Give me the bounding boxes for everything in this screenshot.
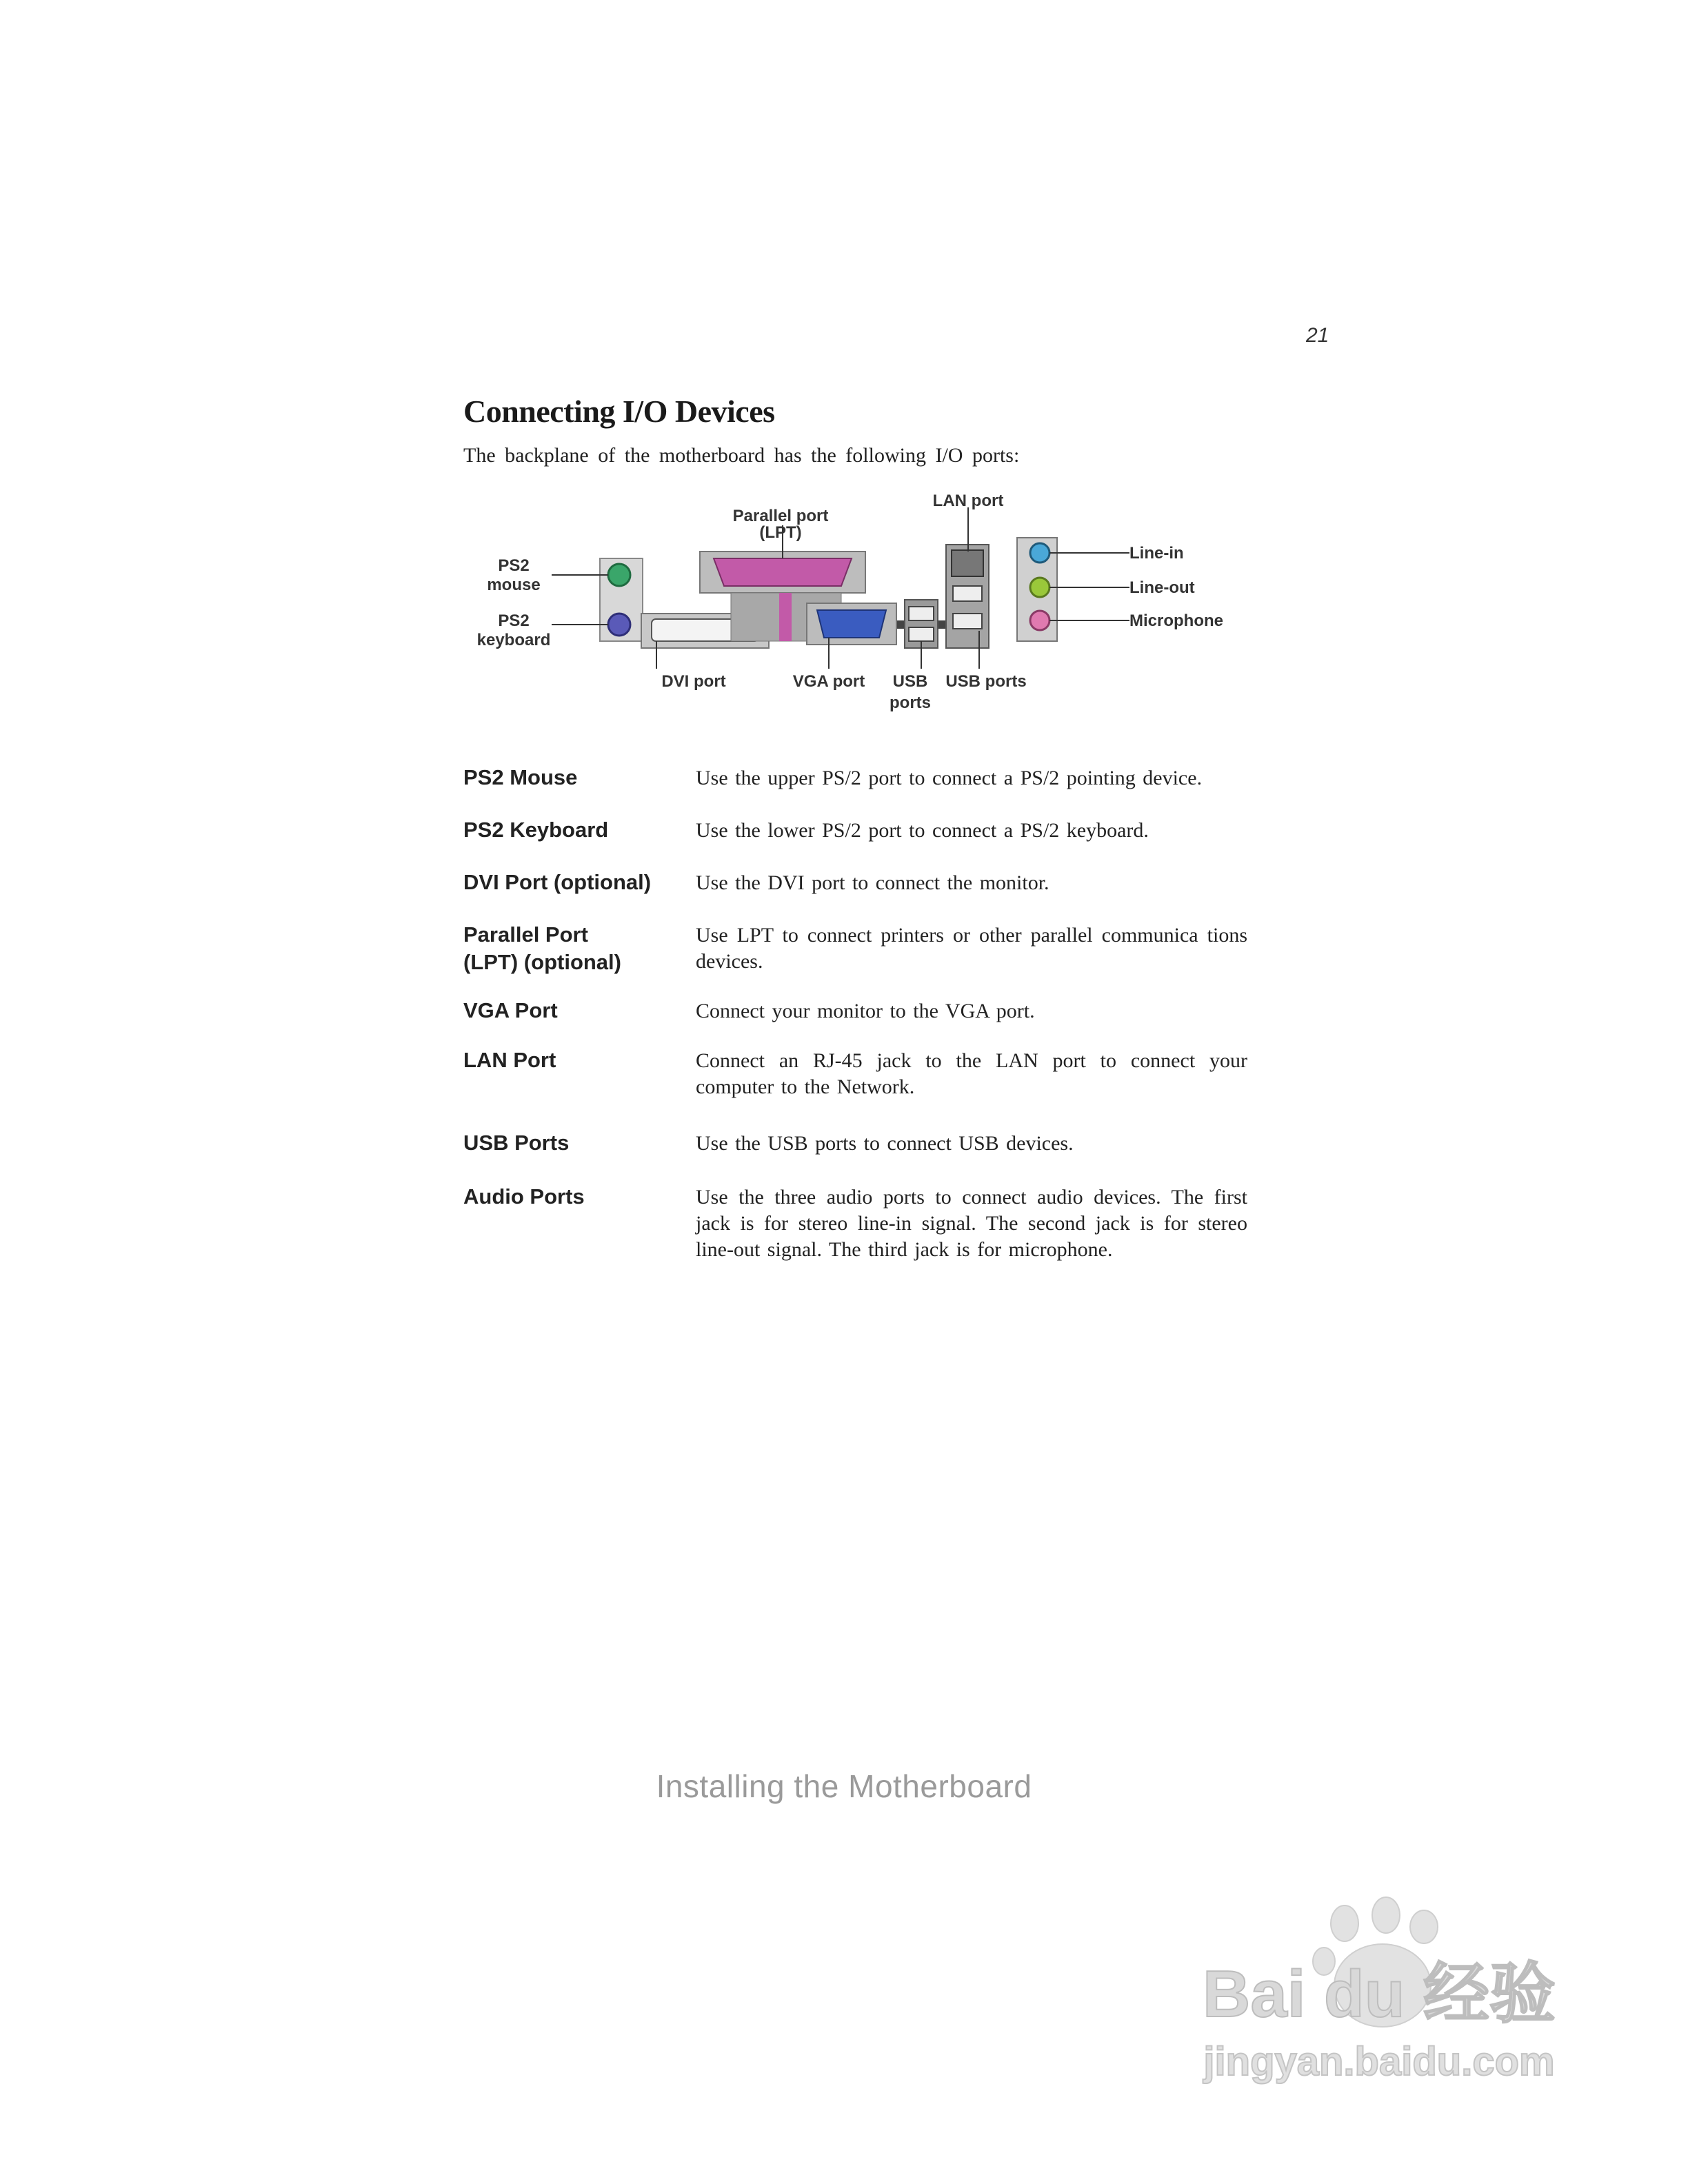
label-ps2-mouse-2: mouse <box>487 576 541 594</box>
line-in-jack <box>1030 543 1049 563</box>
label-dvi: DVI port <box>661 672 726 691</box>
intro-paragraph: The backplane of the motherboard has the following I/O ports: <box>463 444 1020 467</box>
term-ps2-keyboard: PS2 Keyboard <box>463 818 609 842</box>
desc-dvi-port: Use the DVI port to connect the monitor. <box>696 871 1049 894</box>
desc-usb-ports: Use the USB ports to connect USB devices. <box>696 1132 1074 1155</box>
label-lan: LAN port <box>932 492 1004 510</box>
usb-port-right-1 <box>953 586 982 601</box>
desc-audio-ports: Use the three audio ports to connect audio devices. The first jack is for stereo line-in signal. The second jack is for stereo line-out signal. The third jack is for microphone. <box>696 1186 1247 1261</box>
desc-lan-port: Connect an RJ-45 jack to the LAN port to connect your computer to the Network. <box>696 1049 1247 1098</box>
parallel-tab <box>779 593 792 641</box>
watermark-brand: Bai du 经验 <box>1202 1957 1556 2031</box>
baidu-watermark-logo <box>1186 1896 1572 2103</box>
page-footer: Installing the Motherboard <box>656 1768 1032 1804</box>
label-ps2-keyboard-2: keyboard <box>476 631 551 649</box>
label-usb-right: USB ports <box>945 672 1027 691</box>
page-number: 21 <box>1306 324 1329 347</box>
section-title: Connecting I/O Devices <box>463 394 775 429</box>
label-line-out: Line-out <box>1129 578 1195 597</box>
desc-vga-port: Connect your monitor to the VGA port. <box>696 1000 1035 1022</box>
ps2-keyboard-port <box>608 614 630 636</box>
label-vga: VGA port <box>792 672 865 691</box>
ps2-mouse-port <box>608 564 630 586</box>
term-vga-port: VGA Port <box>463 998 558 1022</box>
label-ps2-keyboard-1: PS2 <box>498 611 530 630</box>
paw-toe-2 <box>1372 1897 1400 1933</box>
lan-port <box>952 550 983 576</box>
microphone-jack <box>1030 611 1049 630</box>
term-dvi-port: DVI Port (optional) <box>463 870 652 894</box>
label-usb-left-2: ports <box>890 694 931 712</box>
term-ps2-mouse: PS2 Mouse <box>463 765 578 789</box>
vga-port <box>817 610 886 638</box>
paw-toe-1 <box>1331 1905 1358 1941</box>
term-usb-ports: USB Ports <box>463 1131 570 1155</box>
label-microphone: Microphone <box>1129 611 1223 630</box>
label-ps2-mouse-1: PS2 <box>498 556 530 575</box>
parallel-port <box>714 558 852 586</box>
label-usb-left-1: USB <box>892 672 928 691</box>
watermark-url: jingyan.baidu.com <box>1203 2039 1555 2084</box>
desc-parallel-port: Use LPT to connect printers or other parallel communica tions devices. <box>696 924 1247 973</box>
usb-port-right-2 <box>953 614 982 629</box>
desc-ps2-mouse: Use the upper PS/2 port to connect a PS/2 pointing device. <box>696 767 1203 789</box>
term-audio-ports: Audio Ports <box>463 1184 585 1209</box>
usb-port-left-1 <box>909 607 934 620</box>
desc-ps2-keyboard: Use the lower PS/2 port to connect a PS/2 keyboard. <box>696 819 1149 842</box>
label-line-in: Line-in <box>1129 544 1184 563</box>
usb-port-left-2 <box>909 627 934 641</box>
term-lan-port: LAN Port <box>463 1048 556 1072</box>
label-parallel-1: Parallel port <box>732 507 829 525</box>
paw-toe-3 <box>1410 1910 1438 1943</box>
line-out-jack <box>1030 578 1049 597</box>
term-parallel-port: Parallel Port (LPT) (optional) <box>463 922 621 974</box>
io-backplane-diagram <box>455 483 1248 717</box>
label-parallel-2: (LPT) <box>759 523 802 542</box>
